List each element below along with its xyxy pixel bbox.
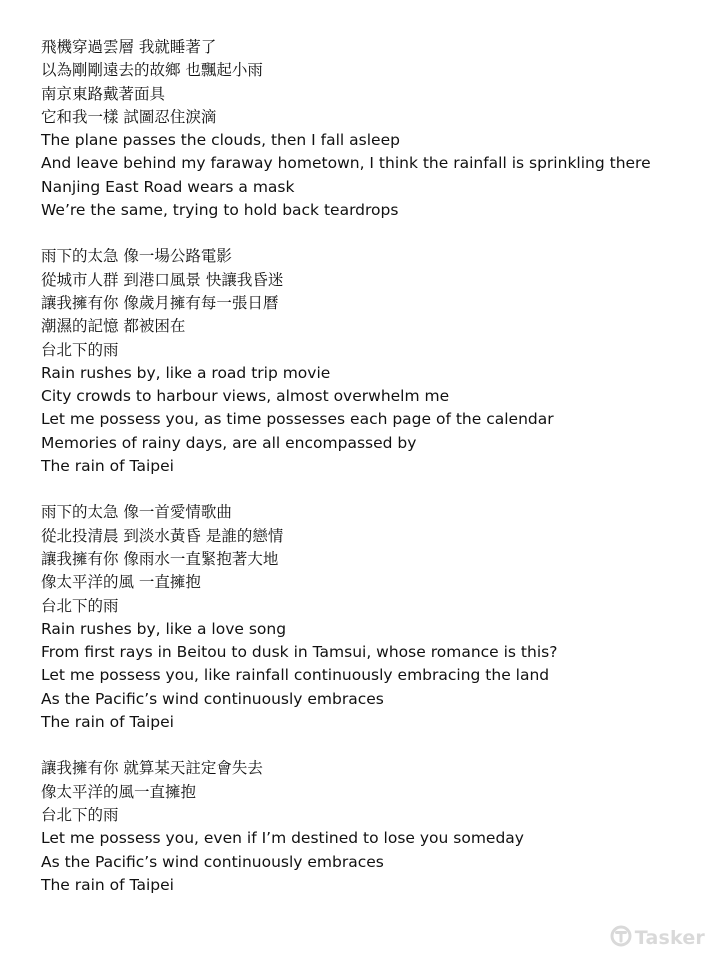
lyric-line: We’re the same, trying to hold back teardrops — [41, 201, 399, 220]
lyric-line: 像太平洋的風 一直擁抱 — [41, 573, 201, 592]
lyric-line: From first rays in Beitou to dusk in Tamsui, whose romance is this? — [41, 643, 558, 662]
lyric-line: City crowds to harbour views, almost overwhelm me — [41, 387, 450, 406]
lyric-line: Let me possess you, like rainfall continuously embracing the land — [41, 666, 550, 685]
lyric-line: 雨下的太急 像一場公路電影 — [41, 247, 232, 266]
lyric-line: 台北下的雨 — [41, 596, 119, 615]
lyric-line: The rain of Taipei — [41, 875, 174, 894]
tasker-logo-icon — [610, 925, 632, 951]
stanza — [41, 245, 711, 478]
lyric-line: Memories of rainy days, are all encompassed by — [41, 433, 417, 452]
lyric-line: 雨下的太急 像一首愛情歌曲 — [41, 503, 232, 522]
lyric-line: 像太平洋的風一直擁抱 — [41, 782, 197, 801]
lyric-line: The rain of Taipei — [41, 713, 174, 732]
lyric-line: 南京東路戴著面具 — [41, 84, 166, 103]
lyric-line: 從城市人群 到港口風景 快讓我昏迷 — [41, 270, 284, 289]
lyric-line: 讓我擁有你 像雨水一直緊抱著大地 — [41, 549, 279, 568]
lyric-line: Rain rushes by, like a love song — [41, 619, 287, 638]
lyric-line: As the Pacific’s wind continuously embraces — [41, 852, 384, 871]
lyric-line: 飛機穿過雲層 我就睡著了 — [41, 38, 217, 56]
lyrics-document — [41, 36, 711, 920]
stanza — [41, 36, 711, 222]
lyric-line: The plane passes the clouds, then I fall asleep — [41, 131, 400, 150]
watermark-text: Tasker — [634, 927, 705, 949]
tasker-watermark — [610, 926, 705, 950]
lyric-line: 以為剛剛遠去的故鄉 也飄起小雨 — [41, 61, 263, 80]
lyric-line: 潮濕的記憶 都被困在 — [41, 317, 186, 336]
lyric-line: 台北下的雨 — [41, 805, 119, 824]
lyric-line: Let me possess you, as time possesses each page of the calendar — [41, 410, 554, 429]
lyric-line: As the Pacific’s wind continuously embraces — [41, 689, 384, 708]
stanza — [41, 501, 711, 734]
lyric-line: 從北投清晨 到淡水黃昏 是誰的戀情 — [41, 526, 284, 545]
lyric-line: 讓我擁有你 就算某天註定會失去 — [41, 759, 263, 778]
stanza — [41, 757, 711, 897]
lyric-line: The rain of Taipei — [41, 457, 174, 476]
lyric-line: 它和我一樣 試圖忍住淚滴 — [41, 107, 217, 126]
lyric-line: 台北下的雨 — [41, 340, 119, 359]
lyric-line: And leave behind my faraway hometown, I think the rainfall is sprinkling there — [41, 154, 651, 173]
lyric-line: 讓我擁有你 像歲月擁有每一張日曆 — [41, 293, 279, 312]
lyric-line: Let me possess you, even if I’m destined to lose you someday — [41, 829, 524, 848]
lyric-line: Nanjing East Road wears a mask — [41, 177, 295, 196]
lyric-line: Rain rushes by, like a road trip movie — [41, 363, 331, 382]
